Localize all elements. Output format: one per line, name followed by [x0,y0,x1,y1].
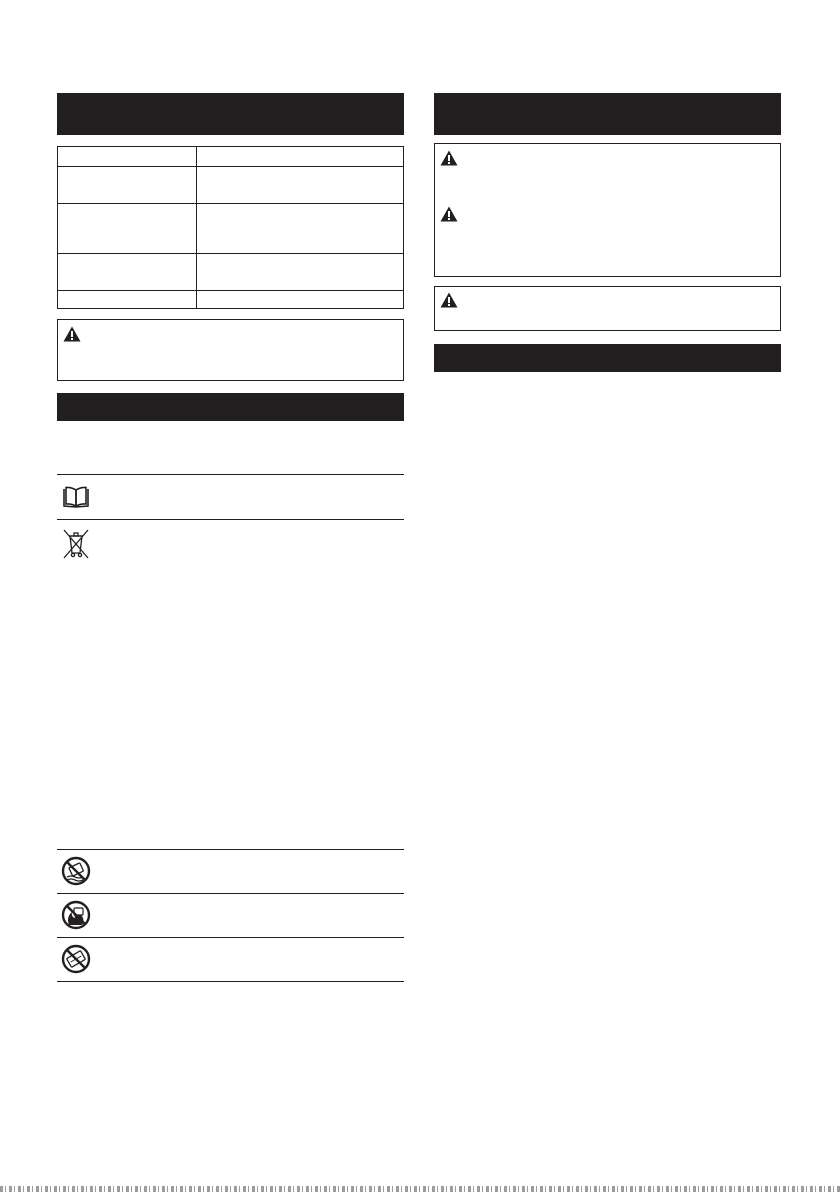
spec-label [58,147,197,167]
left-warning-box [57,319,404,381]
spec-value [197,204,404,254]
table-row [58,167,404,204]
spec-label [58,291,197,309]
crossed-out-wheeled-bin-icon [62,528,90,560]
right-warning-box-1 [434,143,781,277]
warning-triangle-icon [63,326,81,342]
table-row [58,254,404,291]
table-row [58,147,404,167]
spec-value [197,291,404,309]
divider [57,937,404,938]
spec-value [197,167,404,204]
divider [57,474,404,475]
specifications-table [57,146,404,309]
warning-triangle-icon [440,292,458,308]
divider [57,981,404,982]
no-fire-battery-icon [61,900,91,930]
right-section-bar [434,344,781,372]
spec-label [58,254,197,291]
right-warning-box-2 [434,286,781,331]
warning-triangle-icon [440,150,458,166]
spec-value [197,254,404,291]
spec-value [197,147,404,167]
right-header-bar [434,93,781,135]
no-disposal-battery-icon [61,944,91,974]
table-row [58,291,404,309]
warning-triangle-icon [440,206,458,222]
table-row [58,204,404,254]
spec-label [58,204,197,254]
no-water-battery-icon [61,856,91,886]
divider [57,893,404,894]
left-header-bar [57,93,404,135]
divider [57,849,404,850]
left-section-bar [57,393,404,421]
divider [57,519,404,520]
bottom-print-strip [0,1186,840,1192]
read-manual-book-icon [61,486,91,510]
spec-label [58,167,197,204]
